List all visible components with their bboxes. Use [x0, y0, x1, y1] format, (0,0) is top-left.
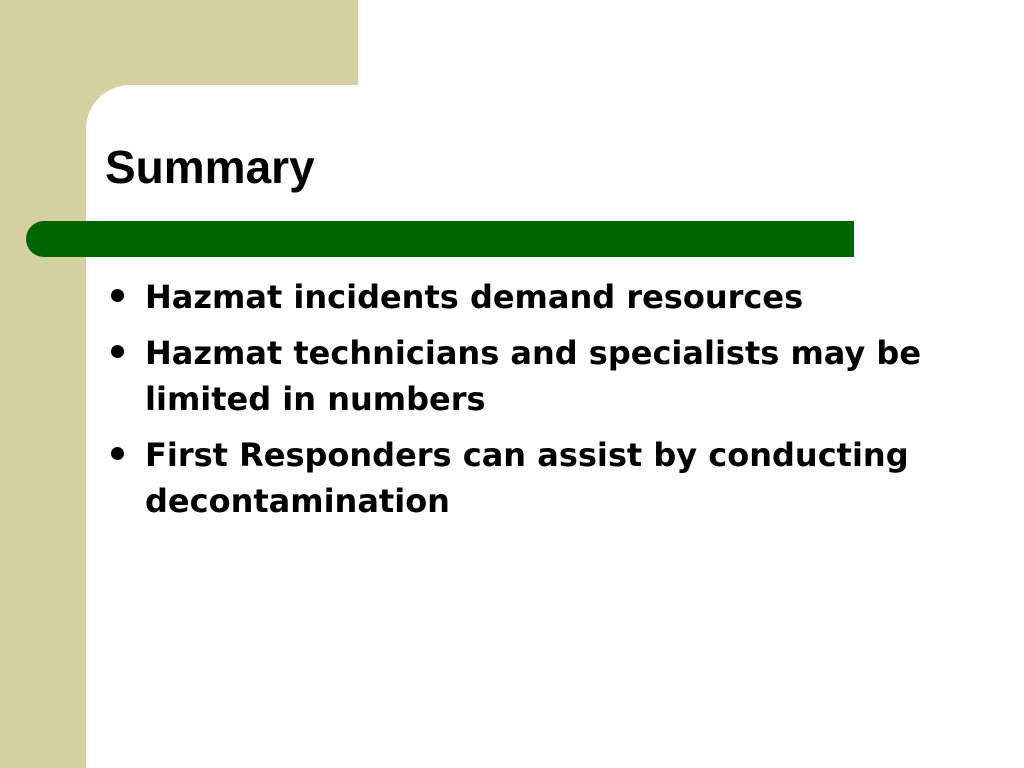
decorative-white-corner	[358, 0, 1024, 90]
slide-title: Summary	[105, 141, 315, 193]
bullet-icon	[111, 345, 124, 358]
bullet-item	[105, 330, 945, 422]
bullet-icon	[111, 289, 124, 302]
bullet-text: Hazmat incidents demand resources	[145, 278, 804, 316]
bullet-item	[105, 274, 945, 320]
bullet-icon	[111, 447, 124, 460]
bullet-item	[105, 432, 945, 524]
bullet-text: First Responders can assist by conducting decontamination	[145, 436, 909, 520]
decorative-green-bar	[26, 221, 854, 257]
bullet-text: Hazmat technicians and specialists may be limited in numbers	[145, 334, 922, 418]
bullet-list	[105, 274, 945, 534]
